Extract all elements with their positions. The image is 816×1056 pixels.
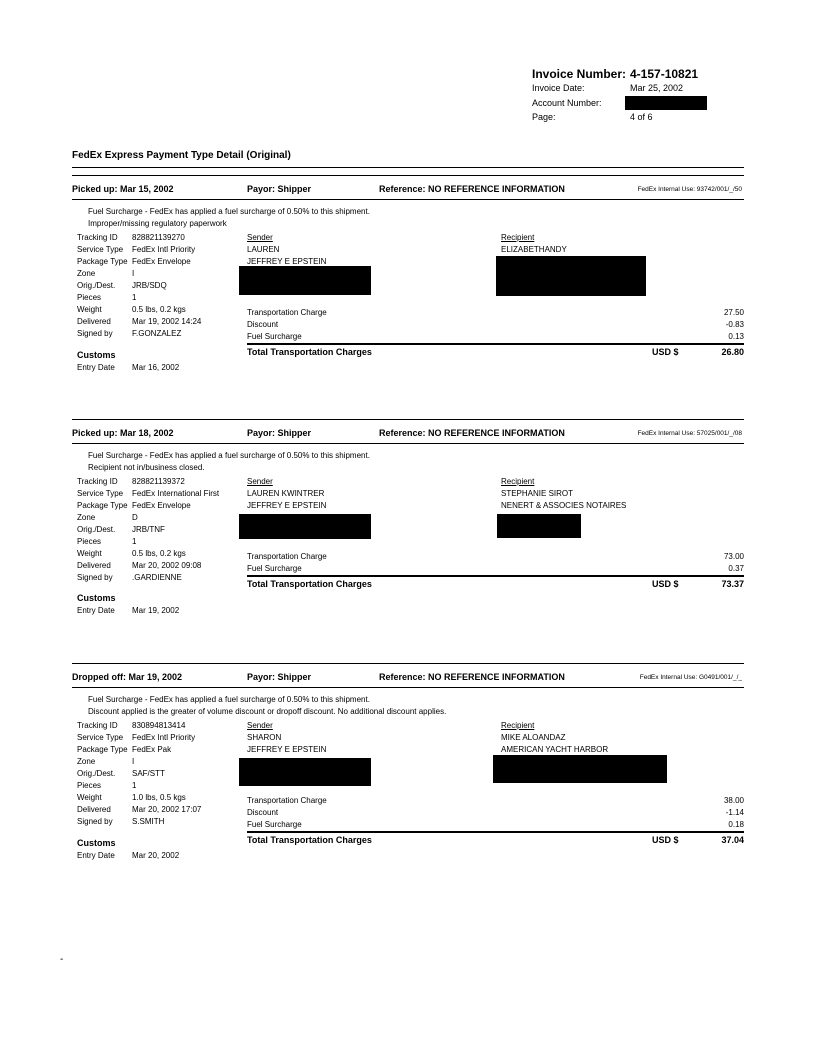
entry-date-value: Mar 20, 2002 [132, 851, 180, 860]
weight-value: 0.5 lbs, 0.2 kgs [132, 305, 186, 314]
weight-label: Weight [77, 305, 102, 314]
account-number-label: Account Number: [532, 98, 602, 108]
invoice-number-label: Invoice Number: [532, 67, 627, 81]
customs-heading: Customs [77, 350, 116, 360]
charge-amount: 38.00 [723, 796, 744, 805]
total-rule [247, 831, 744, 833]
note-secondary: Recipient not in/business closed. [88, 463, 205, 472]
tracking-id-label: Tracking ID [77, 477, 118, 486]
customs-heading: Customs [77, 838, 116, 848]
sender-company: JEFFREY E EPSTEIN [247, 257, 327, 266]
entry-date-label: Entry Date [77, 851, 115, 860]
orig-dest-value: JRB/SDQ [132, 281, 167, 290]
sender-address-redaction [239, 266, 371, 295]
service-type-label: Service Type [77, 733, 124, 742]
footer-mark: - [60, 954, 64, 965]
delivered-value: Mar 20, 2002 09:08 [132, 561, 202, 570]
pickup-date: Dropped off: Mar 19, 2002 [72, 672, 183, 682]
orig-dest-value: JRB/TNF [132, 525, 165, 534]
shipment-header-rule [72, 443, 744, 444]
pieces-label: Pieces [77, 293, 102, 302]
entry-date-label: Entry Date [77, 363, 115, 372]
recipient-company: AMERICAN YACHT HARBOR [501, 745, 609, 754]
tracking-id-label: Tracking ID [77, 233, 118, 242]
note-fuel-surcharge: Fuel Surcharge - FedEx has applied a fuel surcharge of 0.50% to this shipment. [88, 695, 370, 704]
charge-amount: -0.83 [725, 320, 744, 329]
total-rule [247, 343, 744, 345]
sender-label: Sender [247, 233, 273, 242]
currency-label: USD $ [652, 835, 679, 845]
charge-amount: 0.37 [728, 564, 744, 573]
recipient-address-redaction [496, 256, 646, 296]
currency-label: USD $ [652, 347, 679, 357]
pieces-value: 1 [132, 293, 137, 302]
payor: Payor: Shipper [247, 428, 312, 438]
package-type-value: FedEx Envelope [132, 257, 191, 266]
total-label: Total Transportation Charges [247, 347, 372, 357]
internal-use: FedEx Internal Use: 93742/001/_/50 [637, 186, 742, 193]
delivered-label: Delivered [77, 805, 111, 814]
title-rule [72, 167, 744, 168]
package-type-value: FedEx Pak [132, 745, 172, 754]
zone-label: Zone [77, 269, 96, 278]
orig-dest-value: SAF/STT [132, 769, 165, 778]
package-type-label: Package Type [77, 501, 128, 510]
zone-value: I [132, 757, 135, 766]
sender-name: SHARON [247, 733, 282, 742]
package-type-label: Package Type [77, 257, 128, 266]
charge-amount: -1.14 [725, 808, 744, 817]
invoice-date: Mar 25, 2002 [630, 83, 684, 93]
page-label: Page: [532, 112, 556, 122]
charge-label: Discount [247, 320, 279, 329]
note-fuel-surcharge: Fuel Surcharge - FedEx has applied a fuel surcharge of 0.50% to this shipment. [88, 207, 370, 216]
internal-use: FedEx Internal Use: G0491/001/_/_ [639, 674, 742, 681]
shipment-top-rule [72, 175, 744, 176]
pickup-date: Picked up: Mar 15, 2002 [72, 184, 174, 194]
sender-name: LAUREN KWINTRER [247, 489, 325, 498]
signed-by-value: F.GONZALEZ [132, 329, 182, 338]
recipient-label: Recipient [501, 721, 535, 730]
recipient-label: Recipient [501, 233, 535, 242]
package-type-value: FedEx Envelope [132, 501, 191, 510]
total-label: Total Transportation Charges [247, 579, 372, 589]
shipment-block-2 [0, 419, 816, 659]
tracking-id-value: 828821139270 [132, 233, 185, 242]
tracking-id-label: Tracking ID [77, 721, 118, 730]
charge-amount: 0.13 [728, 332, 744, 341]
reference: Reference: NO REFERENCE INFORMATION [379, 672, 565, 682]
service-type-value: FedEx International First [132, 489, 220, 498]
payor: Payor: Shipper [247, 672, 312, 682]
recipient-label: Recipient [501, 477, 535, 486]
shipment-top-rule [72, 419, 744, 420]
reference: Reference: NO REFERENCE INFORMATION [379, 428, 565, 438]
delivered-value: Mar 19, 2002 14:24 [132, 317, 202, 326]
note-secondary: Improper/missing regulatory paperwork [88, 219, 227, 228]
orig-dest-label: Orig./Dest. [77, 525, 116, 534]
sender-name: LAUREN [247, 245, 280, 254]
customs-heading: Customs [77, 593, 116, 603]
sender-address-redaction [239, 514, 371, 539]
signed-by-label: Signed by [77, 329, 113, 338]
signed-by-label: Signed by [77, 573, 113, 582]
zone-value: D [132, 513, 138, 522]
invoice-date-label: Invoice Date: [532, 83, 585, 93]
internal-use: FedEx Internal Use: 57025/001/_/08 [637, 430, 742, 437]
delivered-value: Mar 20, 2002 17:07 [132, 805, 202, 814]
shipment-block-1 [0, 175, 816, 415]
note-fuel-surcharge: Fuel Surcharge - FedEx has applied a fuel surcharge of 0.50% to this shipment. [88, 451, 370, 460]
pieces-label: Pieces [77, 781, 102, 790]
charge-label: Fuel Surcharge [247, 820, 302, 829]
recipient-company: NENERT & ASSOCIES NOTAIRES [501, 501, 627, 510]
service-type-label: Service Type [77, 489, 124, 498]
service-type-value: FedEx Intl Priority [132, 733, 196, 742]
sender-company: JEFFREY E EPSTEIN [247, 745, 327, 754]
weight-label: Weight [77, 793, 102, 802]
sender-label: Sender [247, 721, 273, 730]
note-secondary: Discount applied is the greater of volume discount or dropoff discount. No additional discount applies. [88, 707, 447, 716]
total-amount: 73.37 [721, 579, 744, 589]
recipient-name: ELIZABETHANDY [501, 245, 567, 254]
pieces-value: 1 [132, 781, 137, 790]
shipment-top-rule [72, 663, 744, 664]
orig-dest-label: Orig./Dest. [77, 281, 116, 290]
weight-label: Weight [77, 549, 102, 558]
tracking-id-value: 830894813414 [132, 721, 186, 730]
zone-label: Zone [77, 513, 96, 522]
charge-label: Transportation Charge [247, 308, 327, 317]
charge-label: Transportation Charge [247, 796, 327, 805]
delivered-label: Delivered [77, 317, 111, 326]
recipient-address-redaction [497, 514, 581, 538]
pieces-label: Pieces [77, 537, 102, 546]
account-number-redaction [625, 96, 707, 110]
zone-label: Zone [77, 757, 96, 766]
orig-dest-label: Orig./Dest. [77, 769, 116, 778]
pieces-value: 1 [132, 537, 137, 546]
signed-by-label: Signed by [77, 817, 113, 826]
shipment-header-rule [72, 687, 744, 688]
total-amount: 37.04 [721, 835, 744, 845]
shipment-header-rule [72, 199, 744, 200]
payor: Payor: Shipper [247, 184, 312, 194]
invoice-number: 4-157-10821 [630, 67, 699, 81]
pickup-date: Picked up: Mar 18, 2002 [72, 428, 174, 438]
recipient-name: MIKE ALOANDAZ [501, 733, 566, 742]
recipient-name: STEPHANIE SIROT [501, 489, 574, 498]
total-rule [247, 575, 744, 577]
delivered-label: Delivered [77, 561, 111, 570]
entry-date-value: Mar 19, 2002 [132, 606, 180, 615]
charge-label: Fuel Surcharge [247, 332, 302, 341]
weight-value: 1.0 lbs, 0.5 kgs [132, 793, 186, 802]
charge-amount: 0.18 [728, 820, 744, 829]
charge-label: Transportation Charge [247, 552, 327, 561]
sender-label: Sender [247, 477, 273, 486]
recipient-address-redaction [493, 755, 667, 783]
entry-date-label: Entry Date [77, 606, 115, 615]
charge-label: Fuel Surcharge [247, 564, 302, 573]
signed-by-value: .GARDIENNE [132, 573, 182, 582]
shipment-block-3 [0, 663, 816, 903]
service-type-value: FedEx Intl Priority [132, 245, 196, 254]
total-label: Total Transportation Charges [247, 835, 372, 845]
tracking-id-value: 828821139372 [132, 477, 185, 486]
weight-value: 0.5 lbs, 0.2 kgs [132, 549, 186, 558]
charge-amount: 27.50 [723, 308, 744, 317]
currency-label: USD $ [652, 579, 679, 589]
page-number: 4 of 6 [630, 112, 653, 122]
package-type-label: Package Type [77, 745, 128, 754]
sender-company: JEFFREY E EPSTEIN [247, 501, 327, 510]
signed-by-value: S.SMITH [132, 817, 165, 826]
page-title: FedEx Express Payment Type Detail (Original) [72, 150, 291, 161]
entry-date-value: Mar 16, 2002 [132, 363, 180, 372]
charge-label: Discount [247, 808, 279, 817]
sender-address-redaction [239, 758, 371, 786]
charge-amount: 73.00 [723, 552, 744, 561]
total-amount: 26.80 [721, 347, 744, 357]
zone-value: I [132, 269, 135, 278]
service-type-label: Service Type [77, 245, 124, 254]
reference: Reference: NO REFERENCE INFORMATION [379, 184, 565, 194]
